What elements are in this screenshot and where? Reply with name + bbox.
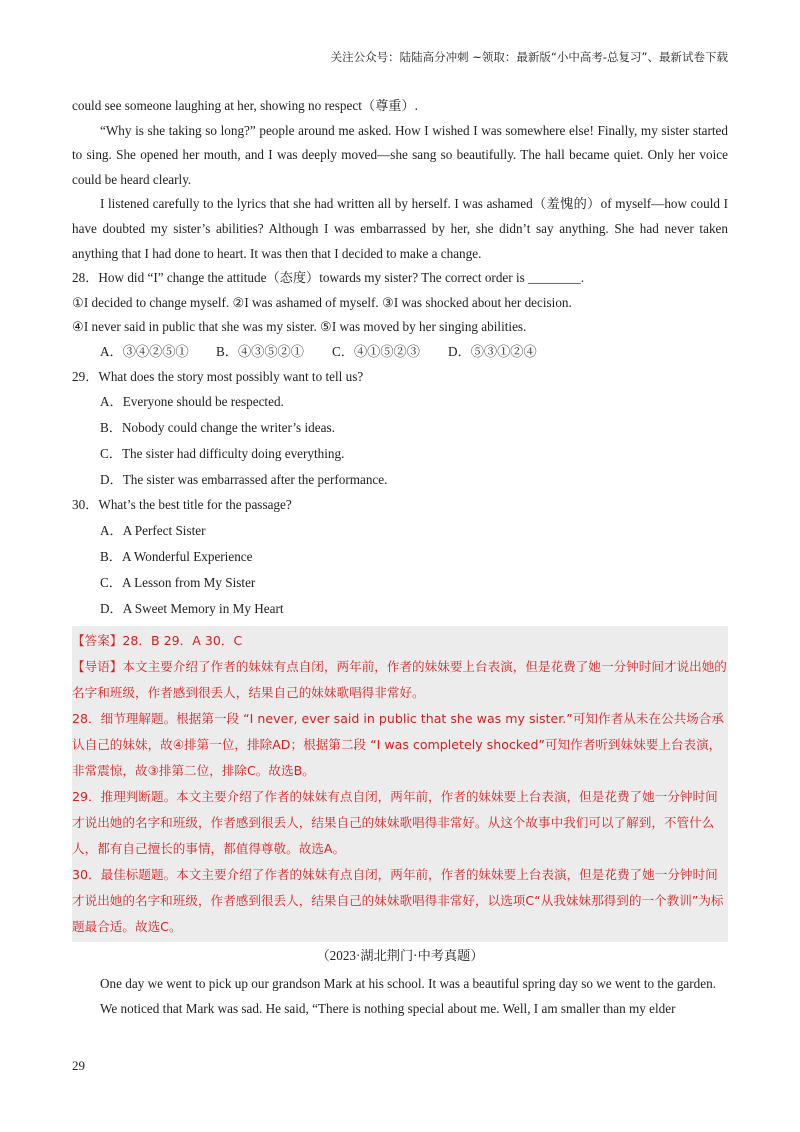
- option-c: C．The sister had difficulty doing everything.: [100, 446, 345, 462]
- option-c: C．A Lesson from My Sister: [100, 574, 256, 590]
- passage-paragraph-1: could see someone laughing at her, showing no respect（尊重）.: [72, 98, 418, 113]
- option-d: D．A Sweet Memory in My Heart: [100, 600, 284, 616]
- next-passage-source: （2023·湖北荆门·中考真题）: [316, 947, 484, 963]
- page-number: 29: [72, 1058, 85, 1073]
- page-content: [72, 94, 728, 1022]
- option-b: B．④③⑤②①: [216, 343, 304, 359]
- option-a: A．Everyone should be respected.: [100, 394, 284, 410]
- passage-paragraph-3: I listened carefully to the lyrics that she had written all by herself. I was ashamed（羞愧的）of myself—how could I have doubted my sister’s abilities? Although I was embarrassed by her, she didn’t say anything. She had never taken anything that I had done to heart. It was then that I decided to make a change.: [72, 196, 728, 261]
- next-passage-paragraph-2: We noticed that Mark was sad. He said, “There is nothing special about me. Well, I am smaller than my elder: [100, 1000, 676, 1016]
- question-28-statements-2: ④I never said in public that she was my sister. ⑤I was moved by her singing abilities.: [72, 319, 527, 335]
- option-b: B．Nobody could change the writer’s ideas.: [100, 420, 335, 436]
- question-28-statements-1: ①I decided to change myself. ②I was ashamed of myself. ③I was shocked about her decision.: [72, 294, 572, 310]
- question-29-stem: 29．What does the story most possibly want to tell us?: [72, 368, 364, 384]
- passage-paragraph-2: “Why is she taking so long?” people around me asked. How I wished I was somewhere else! Finally, my sister started to sing. She opened her mouth, and I was deeply moved—she sang so beautifully. The hall became quiet. Only her voice could be heard clearly.: [72, 122, 728, 187]
- page-header: 关注公众号：陆陆高分冲刺 ~领取：最新版“小中高考-总复习”、最新试卷下载: [330, 50, 728, 64]
- answer-explanation-block: [72, 626, 728, 942]
- explanation-29: 29．推理判断题。本文主要介绍了作者的妹妹有点自闭，两年前，作者的妹妹要上台表演，但是花费了她一分钟时间才说出她的名字和班级，作者感到很丢人，结果自己的妹妹歌唱得非常好。从这个故事中我们可以了解到，不管什么人，都有自己擅长的事情，都值得尊敬。故选A。: [72, 788, 718, 856]
- explanation-30: 30．最佳标题题。本文主要介绍了作者的妹妹有点自闭，两年前，作者的妹妹要上台表演，但是花费了她一分钟时间才说出她的名字和班级，作者感到很丢人，结果自己的妹妹歌唱得非常好，以选项C“从我妹妹那得到的一个教训”为标题最合适。故选C。: [72, 866, 724, 934]
- option-a: A．A Perfect Sister: [100, 522, 206, 538]
- explanation-28: 28．细节理解题。根据第一段 “I never, ever said in public that she was my sister.”可知作者从未在公共场合承认自己的妹妹，故④排第一位，排除AD；根据第二段 “I was completely shocked”可知作者听到妹妹要上台表演，非常震惊，故③排第二位，排除C。故选B。: [72, 710, 724, 778]
- answer-guide: 【导语】本文主要介绍了作者的妹妹有点自闭，两年前，作者的妹妹要上台表演，但是花费了她一分钟时间才说出她的名字和班级，作者感到很丢人，结果自己的妹妹歌唱得非常好。: [72, 658, 727, 700]
- option-d: D．⑤③①②④: [448, 343, 537, 359]
- question-30-stem: 30．What’s the best title for the passage?: [72, 497, 292, 513]
- answer-key: 【答案】28．B 29．A 30．C: [72, 632, 243, 648]
- option-c: C．④①⑤②③: [332, 343, 420, 359]
- next-passage-paragraph-1: One day we went to pick up our grandson Mark at his school. It was a beautiful spring day so we went to the garden.: [100, 976, 717, 992]
- question-28-options: [100, 340, 728, 365]
- question-28-stem: 28．How did “I” change the attitude（态度）towards my sister? The correct order is ________.: [72, 270, 585, 286]
- option-d: D．The sister was embarrassed after the performance.: [100, 472, 388, 488]
- option-a: A．③④②⑤①: [100, 343, 189, 359]
- option-b: B．A Wonderful Experience: [100, 548, 253, 564]
